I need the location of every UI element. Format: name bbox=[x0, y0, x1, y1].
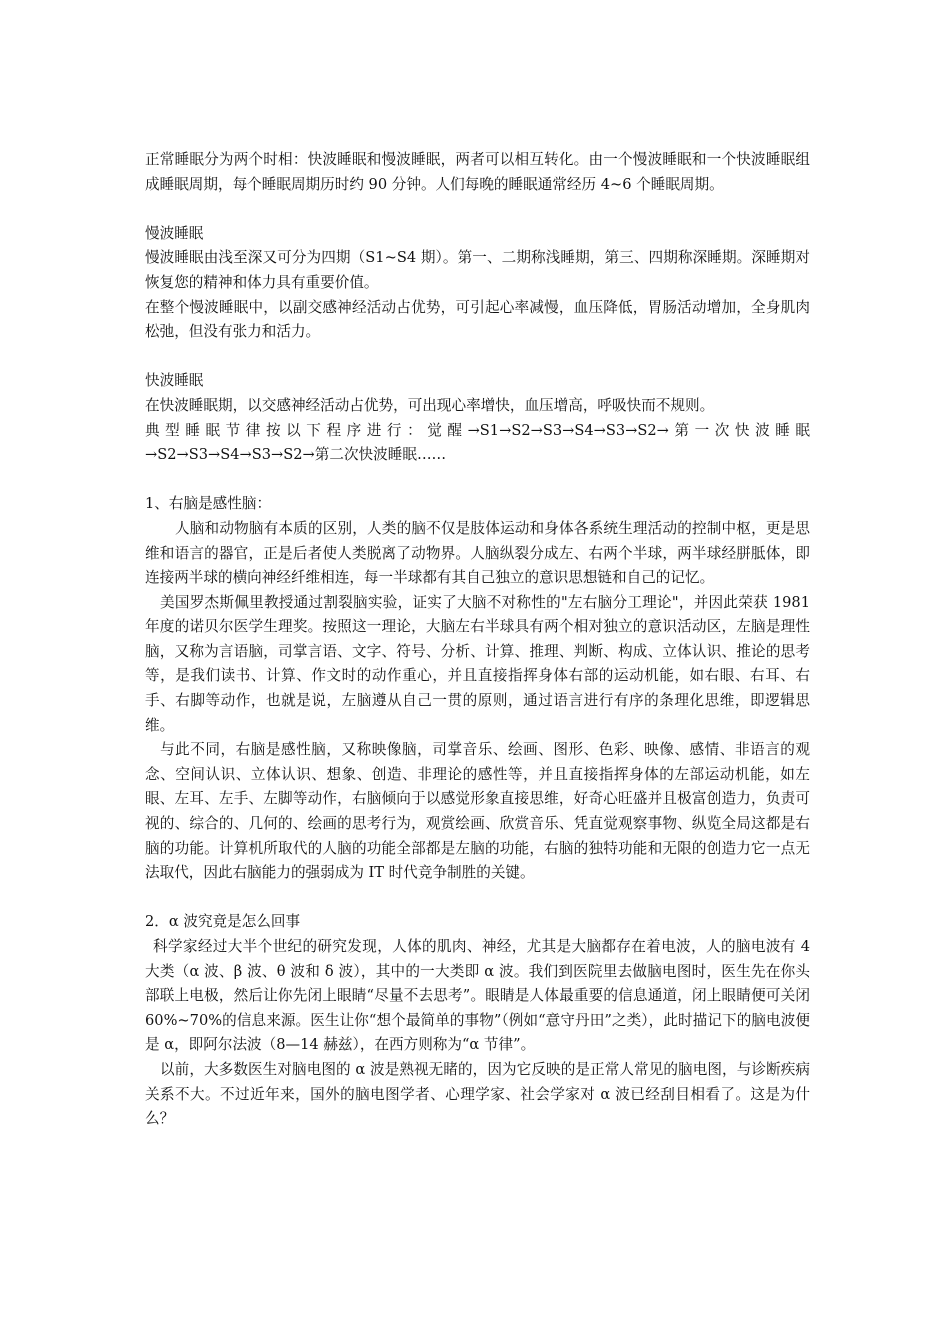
fast-wave-heading: 快波睡眠 bbox=[145, 372, 204, 390]
right-brain-paragraph-1: 人脑和动物脑有本质的区别，人类的脑不仅是肢体运动和身体各系统生理活动的控制中枢，更是思维和语言的器官，正是后者使人类脱离了动物界。人脑纵裂分成左、右两个半球，两半球经胼胝体，即连接两半球的横向神经纤维相连，每一半球都有其自己独立的意识思想链和自己的记忆。 bbox=[145, 519, 810, 587]
slow-wave-heading: 慢波睡眠 bbox=[145, 224, 204, 242]
right-brain-paragraph-3: 与此不同，右脑是感性脑，又称映像脑，司掌音乐、绘画、图形、色彩、映像、感情、非语言的观念、空间认识、立体认识、想象、创造、非理论的感性等，并且直接指挥身体的左部运动机能，如左眼、左耳、左手、左脚等动作，右脑倾向于以感觉形象直接思维，好奇心旺盛并且极富创造力，负责可视的、综合的、几何的、绘画的思考行为，观赏绘画、欣赏音乐、凭直觉观察事物、纵览全局这都是右脑的功能。计算机所取代的人脑的功能全部都是左脑的功能，右脑的独特功能和无限的创造力它一点无法取代，因此右脑能力的强弱成为 IT 时代竞争制胜的关键。 bbox=[145, 741, 810, 882]
right-brain-paragraph-2: 美国罗杰斯佩里教授通过割裂脑实验，证实了大脑不对称性的"左右脑分工理论"，并因此荣获 1981 年度的诺贝尔医学生理奖。按照这一理论，大脑左右半球具有两个相对独立的意识活动区，左脑是理性脑，又称为言语脑，司掌言语、文字、符号、分析、计算、推理、判断、构成、立体认识、推论的思考等，是我们读书、计算、作文时的动作重心，并且直接指挥身体右部的运动机能，如右眼、右耳、右手、右脚等动作，也就是说，左脑遵从自己一贯的原则，通过语言进行有序的条理化思维，即逻辑思维。 bbox=[145, 593, 810, 734]
document-body bbox=[145, 148, 810, 1132]
alpha-wave-paragraph-1: 科学家经过大半个世纪的研究发现，人体的肌肉、神经，尤其是大脑都存在着电波，人的脑电波有 4 大类（α 波、β 波、θ 波和 δ 波），其中的一大类即 α 波。我们到医院里去做脑电图时，医生先在你头部联上电极，然后让你先闭上眼睛“尽量不去思考”。眼睛是人体最重要的信息通道，闭上眼睛便可关闭 60%~70%的信息来源。医生让你“想个最简单的事物”（例如“意守丹田”之类），此时描记下的脑电波便是 α，即阿尔法波（8—14 赫兹），在西方则称为“α 节律”。 bbox=[145, 938, 810, 1054]
intro-paragraph: 正常睡眠分为两个时相：快波睡眠和慢波睡眠，两者可以相互转化。由一个慢波睡眠和一个快波睡眠组成睡眠周期，每个睡眠周期历时约 90 分钟。人们每晚的睡眠通常经历 4~6 个睡眠周期。 bbox=[145, 151, 810, 193]
blank-line bbox=[145, 197, 810, 222]
blank-line bbox=[145, 886, 810, 911]
slow-wave-paragraph-1: 慢波睡眠由浅至深又可分为四期（S1~S4 期）。第一、二期称浅睡期，第三、四期称深睡期。深睡期对恢复您的精神和体力具有重要价值。 bbox=[145, 249, 810, 291]
blank-line bbox=[145, 468, 810, 493]
fast-wave-paragraph-2: 典型睡眠节律按以下程序进行：觉醒→S1→S2→S3→S4→S3→S2→第一次快波睡眠→S2→S3→S4→S3→S2→第二次快波睡眠…… bbox=[145, 421, 810, 464]
slow-wave-paragraph-2: 在整个慢波睡眠中，以副交感神经活动占优势，可引起心率减慢，血压降低，胃肠活动增加，全身肌肉松弛，但没有张力和活力。 bbox=[145, 298, 810, 341]
blank-line bbox=[145, 345, 810, 370]
right-brain-heading: 1、右脑是感性脑： bbox=[145, 495, 272, 513]
alpha-wave-paragraph-2: 以前，大多数医生对脑电图的 α 波是熟视无睹的，因为它反映的是正常人常见的脑电图，与诊断疾病关系不大。不过近年来，国外的脑电图学者、心理学家、社会学家对 α 波已经刮目相看了。这是为什么？ bbox=[145, 1060, 810, 1128]
fast-wave-paragraph-1: 在快波睡眠期，以交感神经活动占优势，可出现心率增快，血压增高，呼吸快而不规则。 bbox=[145, 396, 715, 414]
alpha-wave-heading: 2．α 波究竟是怎么回事 bbox=[145, 913, 301, 931]
